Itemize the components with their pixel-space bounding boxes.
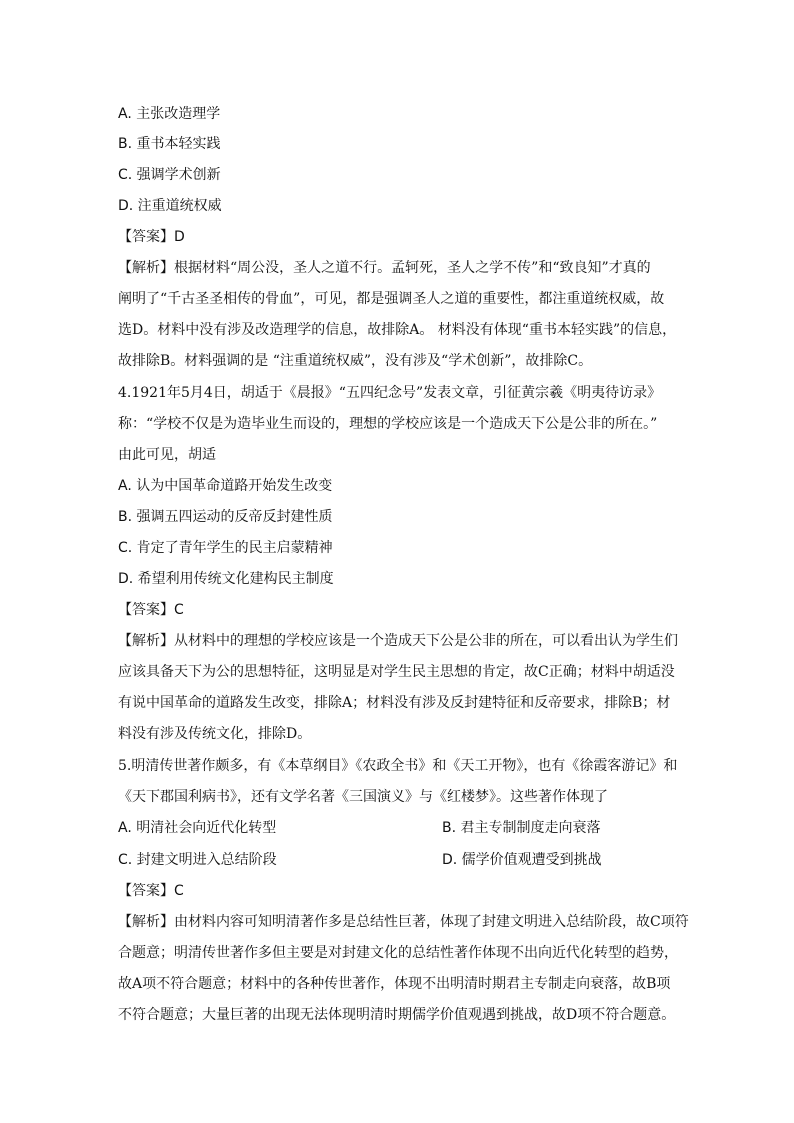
q4-answer: 【答案】C bbox=[118, 602, 184, 618]
q5-analysis-line: 合题意；明清传世著作多但主要是对封建文化的总结性著作体现不出向近代化转型的趋势， bbox=[118, 945, 678, 961]
q4-analysis-line: 应该具备天下为公的思想特征，这明显是对学生民主思想的肯定，故C正确；材料中胡适没 bbox=[118, 664, 675, 680]
q4-stem-line: 由此可见，胡适 bbox=[118, 447, 216, 463]
q5-option-d: D. 儒学价值观遭受到挑战 bbox=[442, 852, 602, 868]
q5-analysis-line: 不符合题意；大量巨著的出现无法体现明清时期儒学价值观遇到挑战，故D项不符合题意。 bbox=[118, 1007, 676, 1023]
q4-option-b: B. 强调五四运动的反帝反封建性质 bbox=[118, 509, 333, 525]
q4-analysis-line: 料没有涉及传统文化，排除D。 bbox=[118, 726, 312, 742]
q5-analysis-line: 【解析】由材料内容可知明清著作多是总结性巨著，体现了封建文明进入总结阶段，故C项符 bbox=[118, 914, 689, 930]
q4-stem-line: 4.1921年5月4日，胡适于《晨报》“五四纪念号”发表文章，引征黄宗羲《明夷待访录》 bbox=[118, 385, 662, 401]
q5-stem-line: 《天下郡国利病书》，还有文学名著《三国演义》与《红楼梦》。这些著作体现了 bbox=[118, 789, 608, 805]
q5-option-a: A. 明清社会向近代化转型 bbox=[118, 820, 277, 836]
q3-answer: 【答案】D bbox=[118, 229, 185, 245]
q3-option-b: B. 重书本轻实践 bbox=[118, 136, 221, 152]
q5-option-c: C. 封建文明进入总结阶段 bbox=[118, 852, 277, 868]
q4-stem-line: 称：“学校不仅是为造毕业生而设的，理想的学校应该是一个造成天下公是公非的所在。” bbox=[118, 416, 658, 432]
q5-analysis-line: 故A项不符合题意；材料中的各种传世著作，体现不出明清时期君主专制走向衰落，故B项 bbox=[118, 976, 671, 992]
q3-option-a: A. 主张改造理学 bbox=[118, 106, 221, 122]
q4-analysis-line: 【解析】从材料中的理想的学校应该是一个造成天下公是公非的所在，可以看出认为学生们 bbox=[118, 633, 678, 649]
q3-analysis-line: 选D。材料中没有涉及改造理学的信息，故排除A。 材料没有体现“重书本轻实践”的信息， bbox=[118, 322, 677, 338]
q4-option-c: C. 肯定了青年学生的民主启蒙精神 bbox=[118, 540, 333, 556]
q4-option-a: A. 认为中国革命道路开始发生改变 bbox=[118, 478, 333, 494]
q5-stem-line: 5.明清传世著作颇多，有《本草纲目》《农政全书》和《天工开物》，也有《徐霞客游记》和 bbox=[118, 758, 678, 774]
q3-option-c: C. 强调学术创新 bbox=[118, 167, 221, 183]
q5-option-b: B. 君主专制制度走向衰落 bbox=[442, 820, 601, 836]
q3-analysis-line: 【解析】根据材料“周公没，圣人之道不行。孟轲死，圣人之学不传”和“致良知”才真的 bbox=[118, 260, 651, 276]
q3-analysis-line: 阐明了“千古圣圣相传的骨血”，可见，都是强调圣人之道的重要性，都注重道统权威，故 bbox=[118, 291, 665, 307]
q3-option-d: D. 注重道统权威 bbox=[118, 198, 222, 214]
q3-analysis-line: 故排除B。材料强调的是 “注重道统权威”，没有涉及“学术创新”，故排除C。 bbox=[118, 353, 593, 369]
q4-analysis-line: 有说中国革命的道路发生改变，排除A；材料没有涉及反封建特征和反帝要求，排除B；材 bbox=[118, 695, 671, 711]
q5-answer: 【答案】C bbox=[118, 883, 184, 899]
q4-option-d: D. 希望利用传统文化建构民主制度 bbox=[118, 571, 334, 587]
